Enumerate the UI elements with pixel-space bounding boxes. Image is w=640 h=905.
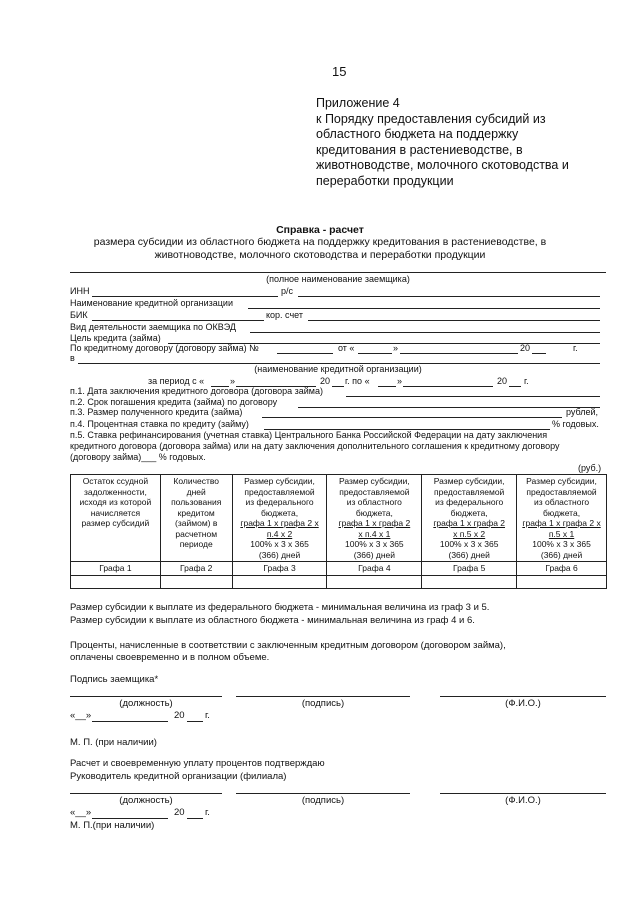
annex-line: животноводстве, молочного скотоводства и: [316, 158, 569, 172]
annex-line: Приложение 4: [316, 96, 400, 110]
header-cell: Остаток ссудной задолженности, исходя из которой начисляется размер субсидий: [71, 475, 161, 562]
borrower-caption: (полное наименование заемщика): [266, 274, 410, 284]
graph-cell: Графа 2: [160, 562, 232, 576]
header-cell: Размер субсидии, предоставляемой из федерального бюджета, графа 1 х графа 2 х п.4 х 2 100% х 3 х 365 (366) дней: [232, 475, 327, 562]
contract-year-field[interactable]: [532, 353, 546, 354]
period-quote2: »: [397, 376, 403, 386]
contract-label: По кредитному договору (договору займа) №: [70, 343, 259, 353]
header-cell: Размер субсидии, предоставляемой из федерального бюджета, графа 1 х графа 2 х п.5 х 2 100% х 3 х 365 (366) дней: [422, 475, 517, 562]
period-year1-field[interactable]: [332, 386, 344, 387]
annex-header: [316, 96, 616, 189]
contract-number-field[interactable]: [277, 353, 333, 354]
page-number: 15: [332, 64, 347, 79]
interest-line: оплачены своевременно и в полном объеме.: [70, 652, 270, 663]
graph-cell: Графа 6: [517, 562, 607, 576]
p5-line: п.5. Ставка рефинансирования (учетная ставка) Центрального Банка Российской Федерации на дату заключения: [70, 430, 548, 440]
purpose-label: Цель кредита (займа): [70, 333, 161, 343]
p5-line: кредитного договора (договора займа) или на дату заключения дополнительного соглашения к кредитному договору: [70, 441, 560, 451]
bank-caption: (наименование кредитной организации): [254, 364, 422, 374]
period-g: г.: [524, 376, 529, 386]
kor-field[interactable]: [308, 320, 600, 321]
document-title: Справка - расчет: [276, 224, 364, 236]
date-year-prefix: 20: [174, 710, 185, 721]
position-caption: (должность): [119, 698, 173, 709]
regional-line: Размер субсидии к выплате из областного бюджета - минимальная величина из граф 4 и 6.: [70, 615, 475, 626]
fio-field[interactable]: [440, 696, 606, 697]
confirm-line: Расчет и своевременную уплату процентов подтверждаю: [70, 758, 325, 769]
data-cell[interactable]: [517, 575, 607, 588]
signature-field[interactable]: [236, 793, 410, 794]
data-cell[interactable]: [71, 575, 161, 588]
p1-label: п.1. Дата заключения кредитного договора (договора займа): [70, 386, 324, 396]
annex-line: к Порядку предоставления субсидий из: [316, 111, 546, 126]
period-year1-prefix: 20: [320, 376, 331, 386]
fio-field[interactable]: [440, 793, 606, 794]
period-to: г. по «: [345, 376, 370, 386]
date-year-field[interactable]: [187, 818, 203, 819]
date-month-field[interactable]: [92, 721, 168, 722]
p2-label: п.2. Срок погашения кредита (займа) по договору: [70, 397, 278, 407]
period-year2-prefix: 20: [497, 376, 508, 386]
calculation-table: [70, 474, 607, 589]
period-day2-field[interactable]: [378, 386, 396, 387]
rs-field[interactable]: [298, 296, 600, 297]
seal-note: М. П. (при наличии): [70, 737, 157, 748]
document-subtitle: размера субсидии из областного бюджета на поддержку кредитования в растениеводстве, в: [93, 236, 547, 248]
graph-cell: Графа 3: [232, 562, 327, 576]
position-caption: (должность): [119, 795, 173, 806]
p3-label: п.3. Размер полученного кредита (займа): [70, 407, 243, 417]
header-cell: Размер субсидии, предоставляемой из областного бюджета, графа 1 х графа 2 х п.4 х 1 100% х 3 х 365 (366) дней: [327, 475, 422, 562]
header-cell: Количество дней пользования кредитом (займом) в расчетном периоде: [160, 475, 232, 562]
fio-caption: (Ф.И.О.): [505, 698, 541, 709]
borrower-signature-label: Подпись заемщика*: [70, 674, 159, 685]
data-cell[interactable]: [327, 575, 422, 588]
inn-label: ИНН: [70, 286, 90, 296]
header-cell: Размер субсидии, предоставляемой из областного бюджета, графа 1 х графа 2 х п.5 х 1 100% х 3 х 365 (366) дней: [517, 475, 607, 562]
signature-field[interactable]: [236, 696, 410, 697]
borrower-name-line: [70, 272, 606, 273]
federal-line: Размер субсидии к выплате из федерального бюджета - минимальная величина из граф 3 и 5.: [70, 602, 490, 613]
contract-month-field[interactable]: [400, 353, 518, 354]
p3-field[interactable]: [262, 417, 562, 418]
p5-line: (договору займа)___ % годовых.: [70, 452, 206, 462]
contract-day-field[interactable]: [358, 353, 392, 354]
position-field[interactable]: [70, 793, 222, 794]
data-cell[interactable]: [422, 575, 517, 588]
contract-quote: »: [393, 343, 399, 353]
contract-g: г.: [573, 343, 578, 353]
period-year2-field[interactable]: [509, 386, 521, 387]
date-year-prefix: 20: [174, 807, 185, 818]
table-graph-row: [71, 562, 607, 576]
date-open: «__»: [70, 710, 92, 721]
table-header-row: [71, 475, 607, 562]
bik-label: БИК: [70, 310, 88, 320]
p3-unit: рублей,: [566, 407, 599, 417]
kor-label: кор. счет: [266, 310, 303, 320]
currency-label: (руб.): [578, 463, 602, 473]
period-quote1: »: [230, 376, 236, 386]
annex-line: переработки продукции: [316, 173, 454, 188]
contract-year-prefix: 20: [520, 343, 531, 353]
date-month-field[interactable]: [92, 818, 168, 819]
annex-line: кредитования в растениеводстве, в: [316, 142, 523, 157]
bank-name-label: Наименование кредитной организации: [70, 298, 233, 308]
position-field[interactable]: [70, 696, 222, 697]
p2-field[interactable]: [298, 407, 600, 408]
okved-label: Вид деятельности заемщика по ОКВЭД: [70, 322, 236, 332]
date-year-field[interactable]: [187, 721, 203, 722]
graph-cell: Графа 5: [422, 562, 517, 576]
interest-line: Проценты, начисленные в соответствии с заключенным кредитным договором (договором займа),: [70, 640, 506, 651]
okved-field[interactable]: [250, 332, 600, 333]
table-data-row: [71, 575, 607, 588]
date-open: «__»: [70, 807, 92, 818]
annex-line: областного бюджета на поддержку: [316, 127, 519, 141]
signature-caption: (подпись): [301, 795, 345, 806]
signature-caption: (подпись): [301, 698, 345, 709]
confirm-line: Руководитель кредитной организации (филиала): [70, 771, 287, 782]
graph-cell: Графа 1: [71, 562, 161, 576]
seal-note: М. П.(при наличии): [70, 820, 155, 831]
date-g: г.: [205, 807, 210, 818]
in-label: в: [70, 353, 75, 363]
period-month2-field[interactable]: [403, 386, 493, 387]
data-cell[interactable]: [160, 575, 232, 588]
p1-field[interactable]: [346, 396, 600, 397]
document-subtitle: животноводстве, молочного скотоводства и переработки продукции: [154, 249, 486, 261]
bank-name-field[interactable]: [248, 308, 600, 309]
p4-label: п.4. Процентная ставка по кредиту (займу): [70, 419, 249, 429]
fio-caption: (Ф.И.О.): [505, 795, 541, 806]
rs-label: р/с: [281, 286, 294, 296]
data-cell[interactable]: [232, 575, 327, 588]
graph-cell: Графа 4: [327, 562, 422, 576]
contract-from: от «: [338, 343, 355, 353]
bik-field[interactable]: [92, 320, 264, 321]
p4-unit: % годовых.: [552, 419, 599, 429]
inn-field[interactable]: [92, 296, 278, 297]
date-g: г.: [205, 710, 210, 721]
period-from: за период с «: [148, 376, 205, 386]
